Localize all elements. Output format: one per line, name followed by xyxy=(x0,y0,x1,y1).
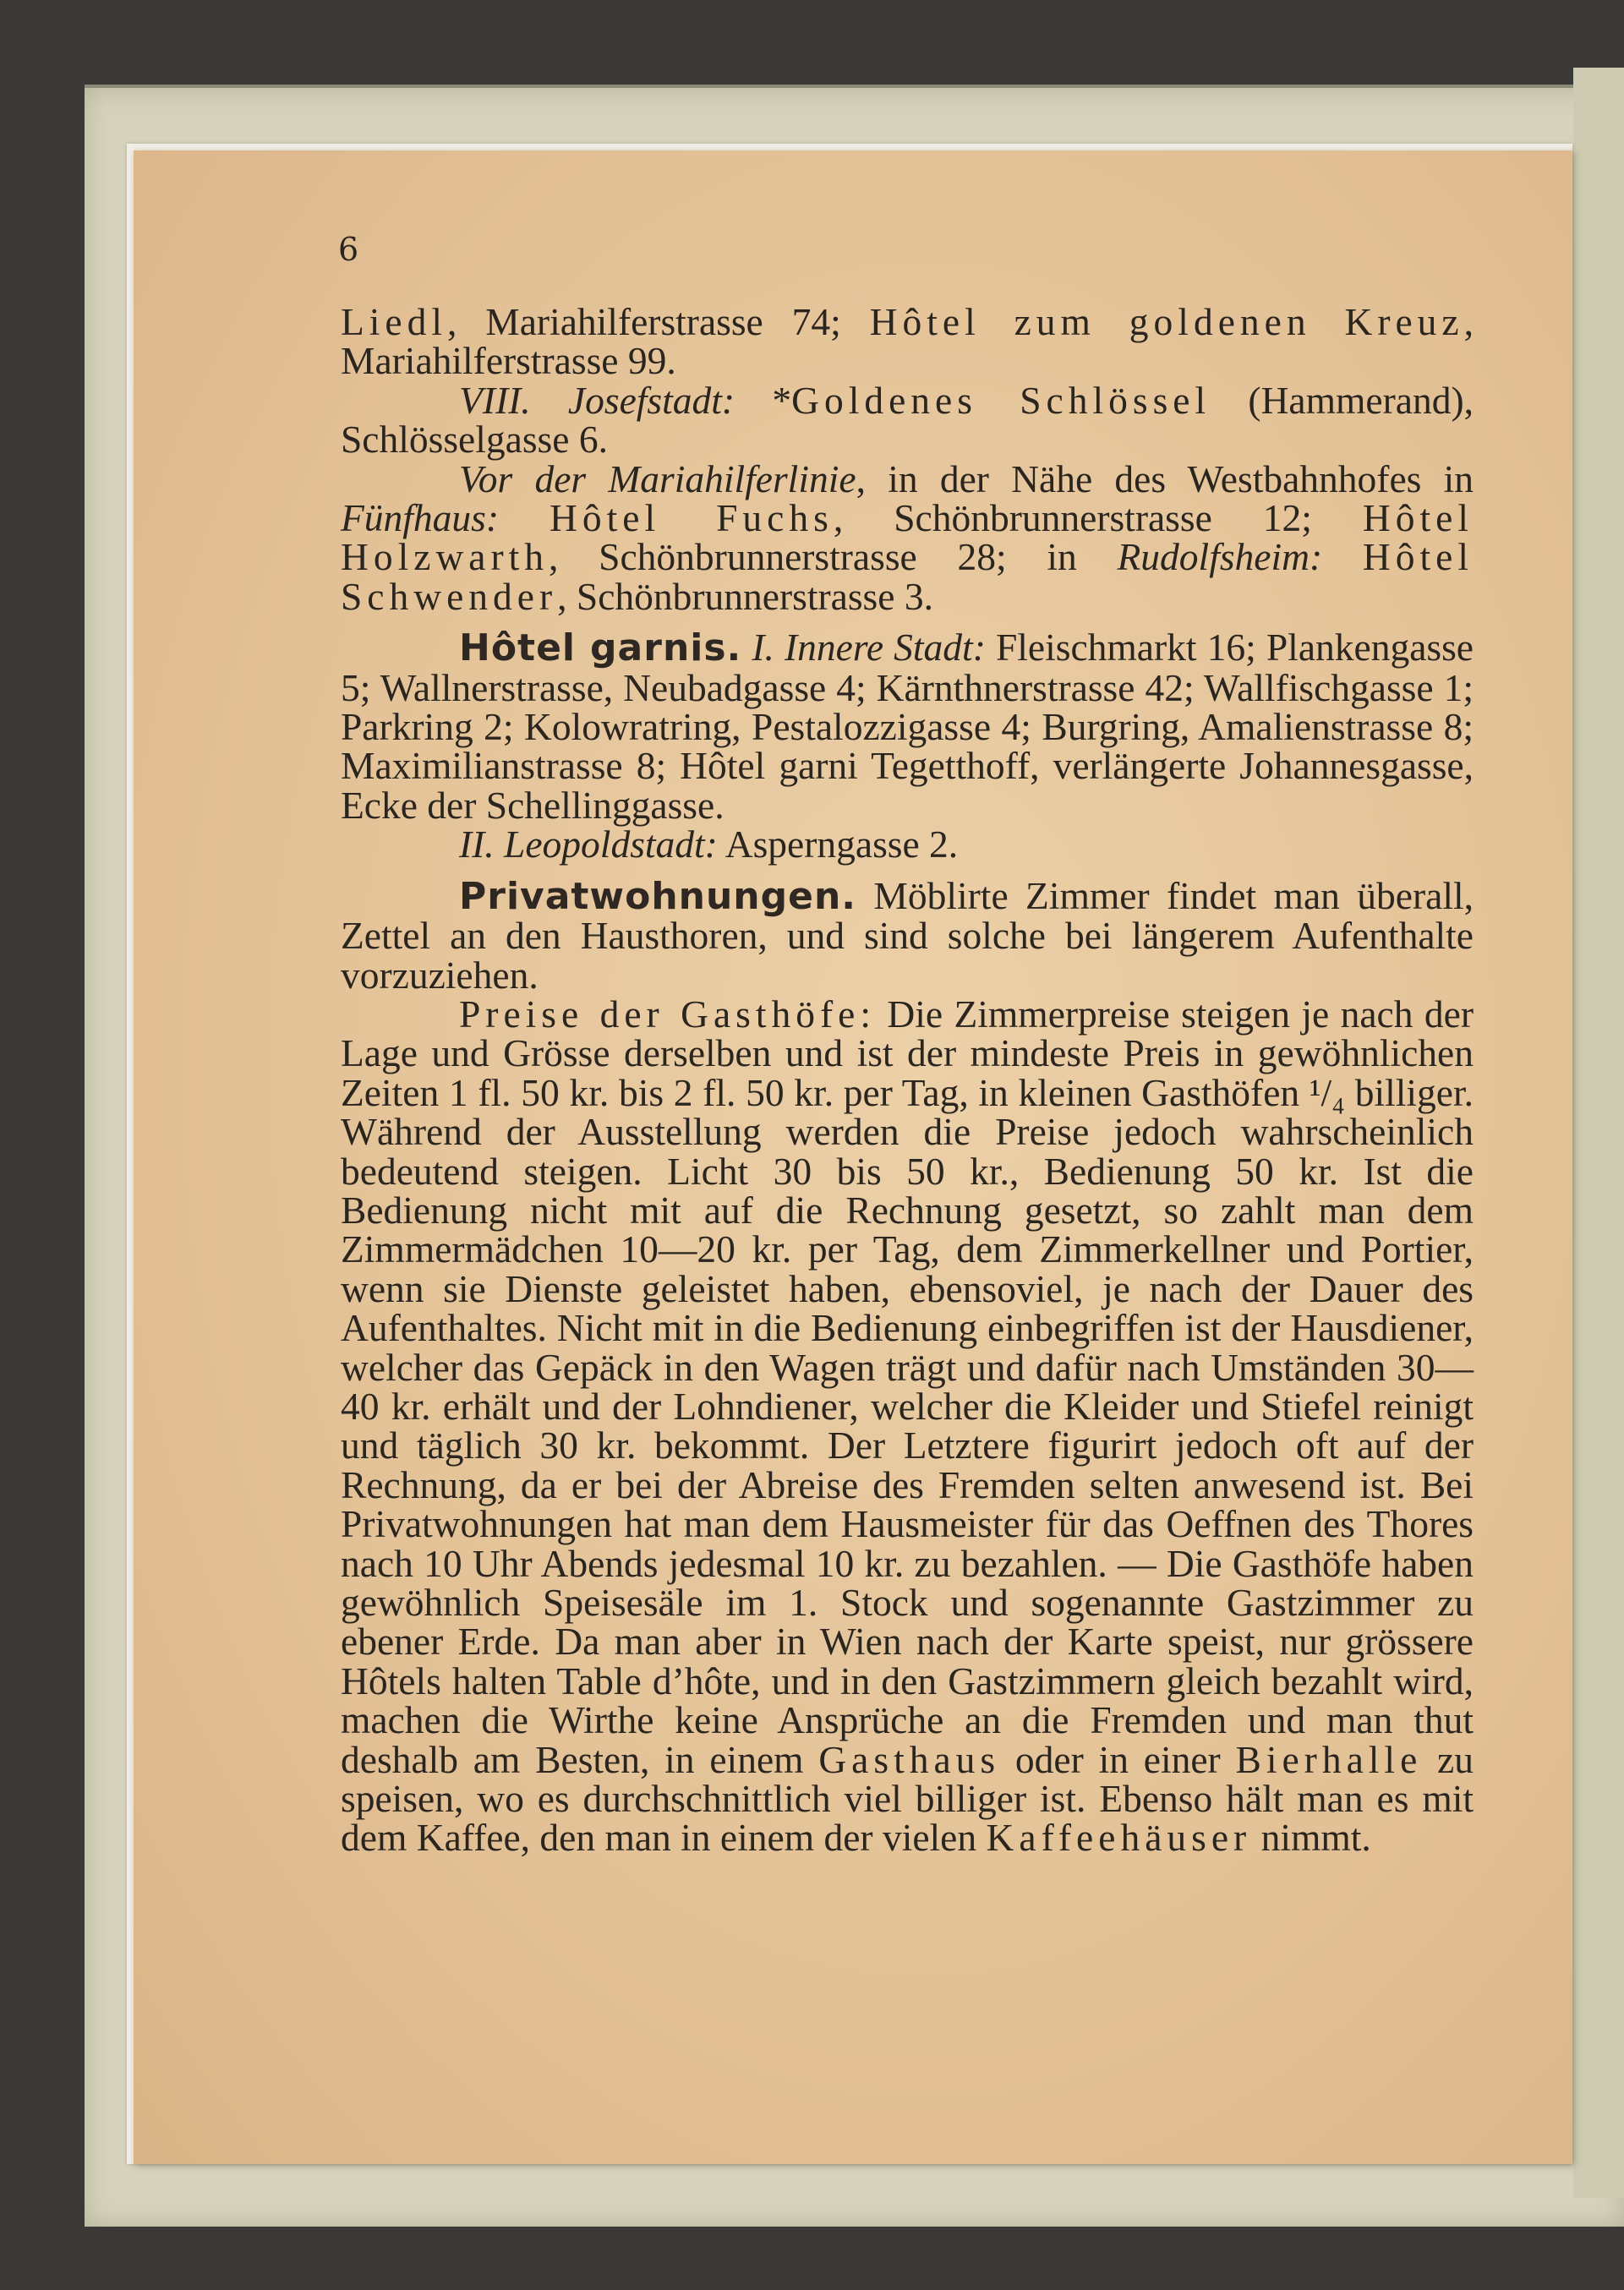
district-name: I. Innere Stadt: xyxy=(752,626,986,670)
text-run: , Schönbrunnerstrasse 28; in xyxy=(549,535,1118,579)
text-run: * xyxy=(735,378,792,422)
district-name: Vor der Mariahilferlinie xyxy=(459,456,856,500)
hotel-name: Goldenes Schlössel xyxy=(791,378,1211,422)
hotel-name: Hôtel Holzwarth xyxy=(341,496,1474,579)
text-run xyxy=(741,626,752,669)
text-run: zu speisen, wo es durchschnittlich viel billiger ist. Ebenso hält man es mit dem Kaffee, den man in einem der vielen xyxy=(341,1737,1474,1860)
emphasis: Kaffeehäuser xyxy=(986,1816,1252,1860)
page-text xyxy=(341,300,1474,1860)
section-heading: Privatwohnungen. xyxy=(459,874,856,918)
text-run: , Schönbrunnerstrasse 12; xyxy=(833,496,1363,540)
paragraph-preise xyxy=(341,992,1474,1860)
board-edge xyxy=(1573,68,1624,2198)
emphasis: Gasthaus xyxy=(818,1737,1001,1781)
text-run: , Mariahilferstrasse 99. xyxy=(341,300,1474,383)
paragraph-liedl xyxy=(341,300,1474,383)
emphasis: Bierhalle xyxy=(1235,1737,1423,1781)
text-run: Möblirte Zimmer findet man überall, Zettel an den Hausthoren, und sind solche bei längerem Aufenthalte vorzuziehen. xyxy=(341,873,1474,997)
book-page xyxy=(134,150,1572,2164)
text-run: nimmt. xyxy=(1251,1816,1371,1860)
paragraph-privatwohnungen xyxy=(341,873,1474,997)
text-run: Fleischmarkt 16; Plankengasse 5; Wallnerstrasse, Neubadgasse 4; Kärnthnerstrasse 42; Wallfischgasse 1; Parkring 2; Kolowratring, Pestalozzigasse 4; Burgring, Amalienstrasse 8; Maximilianstrasse 8; Hôtel garni Tegetthoff, verlängerte Johannesgasse, Ecke der Schellinggasse. xyxy=(341,626,1474,827)
text-run: Asperngasse 2. xyxy=(717,823,959,866)
text-run xyxy=(1322,535,1363,578)
page-number: 6 xyxy=(338,231,359,268)
section-heading: Hôtel garnis. xyxy=(459,626,742,670)
paragraph-leopoldstadt xyxy=(341,825,1474,864)
paragraph-josefstadt xyxy=(341,378,1474,462)
district-name: II. Leopoldstadt: xyxy=(459,823,718,866)
text-run: , Schönbrunnerstrasse 3. xyxy=(557,574,933,618)
hotel-name: Hôtel Fuchs xyxy=(550,496,834,540)
hotel-name: Liedl xyxy=(341,300,448,343)
hotel-name: Hôtel zum goldenen Kreuz xyxy=(869,300,1464,343)
district-name: Rudolfsheim: xyxy=(1117,535,1323,579)
district-name: VIII. Josefstadt: xyxy=(459,378,735,422)
subsection-heading: Preise der Gasthöfe: xyxy=(459,992,876,1036)
text-run: oder in einer xyxy=(1000,1737,1236,1781)
text-run: , in der Nähe des Westbahnhofes in xyxy=(856,456,1474,500)
paragraph-mariahilferlinie xyxy=(341,456,1474,618)
text-run xyxy=(499,496,550,539)
hotel-name: Hôtel Schwender xyxy=(341,535,1474,618)
text-run: , Mariahilferstrasse 74; xyxy=(447,300,870,343)
text-run: (Hammerand), Schlösselgasse 6. xyxy=(341,378,1474,462)
paragraph-hotel-garnis xyxy=(341,628,1474,825)
text-run: Die Zimmerpreise steigen je nach der Lage und Grösse derselben und ist der mindeste Preis in gewöhnlichen Zeiten 1 fl. 50 kr. bis 2 fl. 50 kr. per Tag, in kleinen Gasthöfen ¹/₄ billiger. Während der Ausstellung werden die Preise jedoch wahrscheinlich bedeutend steigen. Licht 30 bis 50 kr., Bedienung 50 kr. Ist die Bedienung nicht mit auf die Rechnung gesetzt, so zahlt man dem Zimmermädchen 10—20 kr. per Tag, dem Zimmerkellner und Portier, wenn sie Dienste geleistet haben, ebensoviel, je nach der Dauer des Aufenthaltes. Nicht mit in die Bedienung einbegriffen ist der Hausdiener, welcher das Gepäck in den Wagen trägt und dafür nach Umständen 30—40 kr. erhält und der Lohndiener, welcher die Kleider und Stiefel reinigt und täglich 30 kr. bekommt. Der Letztere figurirt jedoch oft auf der Rechnung, da er bei der Abreise des Fremden selten anwesend ist. Bei Privatwohnungen hat man dem Hausmeister für das Oeffnen des Thores nach 10 Uhr Abends jedesmal 10 kr. zu bezahlen. — Die Gasthöfe haben gewöhnlich Speisesäle im 1. Stock und sogenannte Gastzimmer zu ebener Erde. Da man aber in Wien nach der Karte speist, nur grössere Hôtels halten Table d’hôte, und in den Gastzimmern gleich bezahlt wird, machen die Wirthe keine Ansprüche an die Fremden und man thut deshalb am Besten, in einem xyxy=(341,992,1474,1781)
district-name: Fünfhaus: xyxy=(341,496,500,540)
